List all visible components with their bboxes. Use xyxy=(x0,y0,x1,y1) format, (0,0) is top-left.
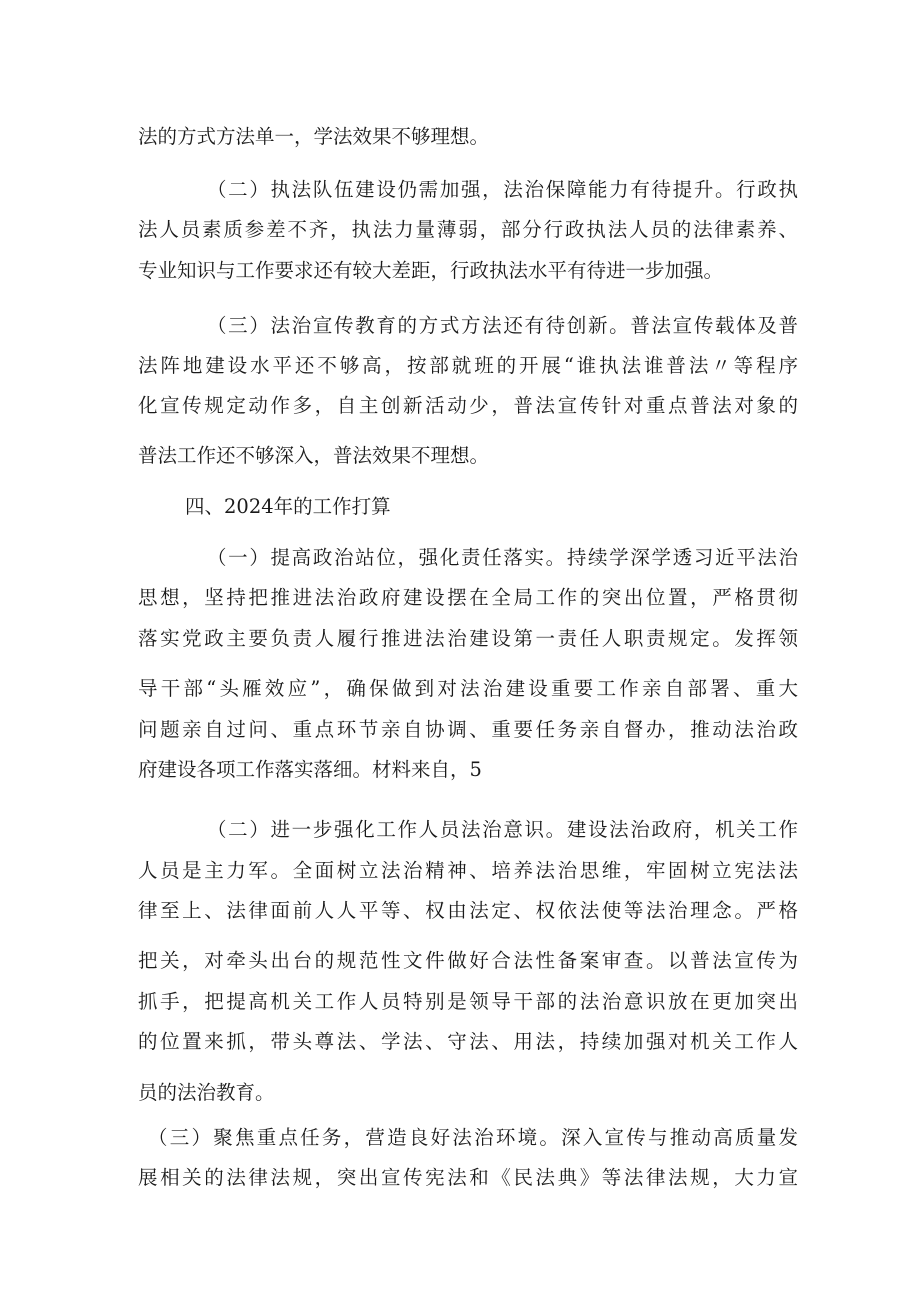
paragraph-line: 员的法治教育。 xyxy=(138,1081,275,1104)
paragraph-line: （三）法治宣传教育的方式方法还有待创新。普法宣传载体及普 xyxy=(207,314,798,337)
paragraph-line: 导干部“头雁效应”，确保做到对法治建设重要工作亲自部署、重大 xyxy=(138,677,798,700)
paragraph-line: 抓手，把提高机关工作人员特别是领导干部的法治意识放在更加突出 xyxy=(138,990,798,1013)
paragraph-line: 府建设各项工作落实落细。材料来自，5 xyxy=(138,758,482,781)
section-heading: 四、2024年的工作打算 xyxy=(185,495,391,518)
paragraph-line: 把关，对牵头出台的规范性文件做好合法性备案审查。以普法宣传为 xyxy=(138,949,798,972)
paragraph-line: （二）进一步强化工作人员法治意识。建设法治政府，机关工作 xyxy=(207,818,798,841)
paragraph-line: 化宣传规定动作多，自主创新活动少，普法宣传针对重点普法对象的 xyxy=(138,394,798,417)
paragraph-line: 落实党政主要负责人履行推进法治建设第一责任人职责规定。发挥领 xyxy=(138,627,798,650)
paragraph-line: 专业知识与工作要求还有较大差距，行政执法水平有待进一步加强。 xyxy=(138,259,724,282)
paragraph-line: 思想，坚持把推进法治政府建设摆在全局工作的突出位置，严格贯彻 xyxy=(138,586,798,609)
paragraph-line: 律至上、法律面前人人平等、权由法定、权依法使等法治理念。严格 xyxy=(138,899,798,922)
paragraph-line: 法的方式方法单一，学法效果不够理想。 xyxy=(138,125,490,148)
paragraph-line: （三）聚焦重点任务，营造良好法治环境。深入宣传与推动高质量发 xyxy=(148,1126,798,1149)
paragraph-line: 人员是主力军。全面树立法治精神、培养法治思维，牢固树立宪法法 xyxy=(138,859,798,882)
paragraph-line: 普法工作还不够深入，普法效果不理想。 xyxy=(138,444,490,467)
paragraph-line: 问题亲自过问、重点环节亲自协调、重要任务亲自督办，推动法治政 xyxy=(138,718,798,741)
paragraph-line: 法人员素质参差不齐，执法力量薄弱，部分行政执法人员的法律素养、 xyxy=(138,218,798,241)
paragraph-line: （一）提高政治站位，强化责任落实。持续学深学透习近平法治 xyxy=(207,546,798,569)
paragraph-line: 展相关的法律法规，突出宣传宪法和《民法典》等法律法规，大力宣 xyxy=(138,1166,798,1189)
paragraph-line: （二）执法队伍建设仍需加强，法治保障能力有待提升。行政执 xyxy=(207,178,798,201)
paragraph-line: 的位置来抓，带头尊法、学法、守法、用法，持续加强对机关工作人 xyxy=(138,1030,798,1053)
paragraph-line: 法阵地建设水平还不够高，按部就班的开展“谁执法谁普法〃等程序 xyxy=(138,354,798,377)
